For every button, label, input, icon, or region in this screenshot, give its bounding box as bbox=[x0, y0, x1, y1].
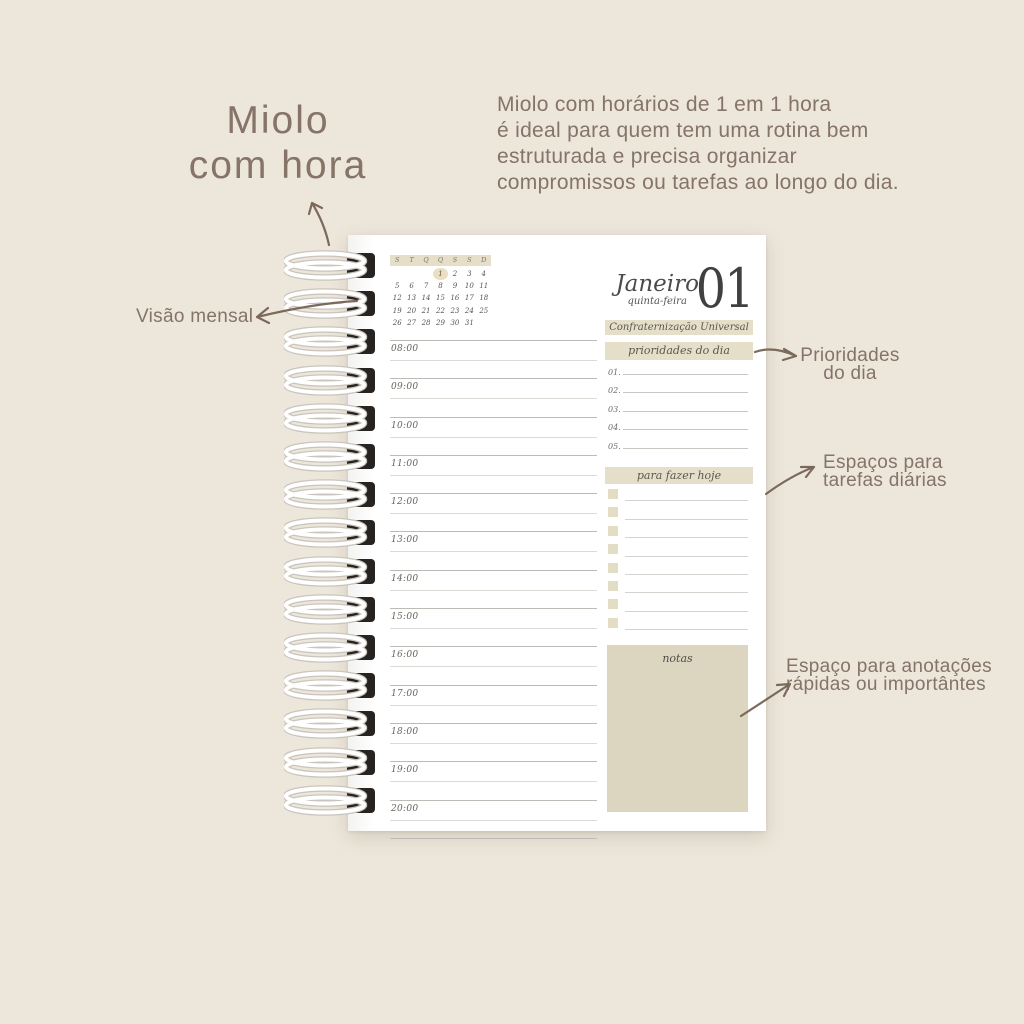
hour-label: 08:00 bbox=[391, 344, 419, 354]
hour-slot bbox=[390, 340, 597, 378]
calendar-day: 22 bbox=[436, 306, 445, 315]
calendar-day: 5 bbox=[394, 282, 400, 291]
arrow-daily-tasks bbox=[766, 467, 814, 494]
hour-midline bbox=[390, 513, 597, 514]
todo-list bbox=[607, 486, 748, 633]
hour-midline bbox=[390, 628, 597, 629]
planner-page bbox=[348, 235, 766, 831]
priorities-list bbox=[607, 360, 748, 453]
calendar-day: 24 bbox=[464, 306, 474, 315]
hour-slot bbox=[390, 493, 597, 531]
todo-row bbox=[607, 486, 748, 504]
hour-slot bbox=[390, 761, 597, 799]
hour-midline bbox=[390, 590, 597, 591]
hero-description-line: compromissos ou tarefas ao longo do dia. bbox=[497, 171, 899, 194]
binding-coil-icon bbox=[284, 440, 378, 473]
notes-box bbox=[607, 645, 748, 812]
calendar-day bbox=[404, 268, 418, 280]
calendar-day: 29 bbox=[436, 318, 445, 327]
calendar-weekday: D bbox=[481, 256, 487, 264]
month-name: Janeiro bbox=[615, 271, 699, 297]
priority-number: 04. bbox=[608, 423, 621, 433]
hour-slot bbox=[390, 608, 597, 646]
todo-checkbox bbox=[608, 599, 618, 609]
binding-coil-icon bbox=[284, 593, 378, 626]
day-number: 01 bbox=[696, 257, 753, 320]
calendar-weekday: T bbox=[409, 256, 414, 264]
annotation-line: rápidas ou importântes bbox=[786, 674, 986, 695]
holiday-banner: Confraternização Universal bbox=[605, 320, 753, 335]
hour-midline bbox=[390, 820, 597, 821]
hour-label: 18:00 bbox=[391, 726, 419, 737]
calendar-day: 6 bbox=[409, 282, 414, 291]
todo-row bbox=[607, 560, 748, 578]
hero-description bbox=[497, 92, 977, 196]
hour-slot bbox=[390, 646, 597, 684]
annotation-line: Espaço para anotações bbox=[786, 656, 992, 677]
annotation-daily-tasks bbox=[823, 454, 947, 490]
notes-title: notas bbox=[662, 652, 693, 665]
calendar-day: 19 bbox=[392, 306, 402, 315]
priority-row bbox=[607, 434, 748, 453]
todo-line bbox=[625, 519, 748, 520]
calendar-day bbox=[419, 268, 433, 280]
todo-row bbox=[607, 523, 748, 541]
hero-title-line2: com hora bbox=[188, 144, 368, 187]
hour-midline bbox=[390, 437, 597, 438]
todo-checkbox bbox=[608, 544, 618, 554]
hour-label: 12:00 bbox=[391, 497, 419, 508]
hour-slot bbox=[390, 378, 597, 416]
hour-label: 15:00 bbox=[391, 612, 419, 623]
annotation-line: do dia bbox=[823, 363, 877, 384]
day-header bbox=[607, 257, 753, 320]
annotation-line: Prioridades bbox=[800, 345, 900, 366]
binding-coil-icon bbox=[284, 669, 378, 702]
todo-row bbox=[607, 578, 748, 596]
todo-checkbox bbox=[608, 563, 618, 573]
hour-schedule bbox=[390, 340, 597, 839]
hour-slot bbox=[390, 723, 597, 761]
annotation-priorities bbox=[798, 347, 902, 383]
hour-label: 20:00 bbox=[391, 803, 419, 814]
annotation-monthly-view: Visão mensal bbox=[136, 306, 254, 327]
todo-checkbox bbox=[608, 526, 618, 536]
hour-slot bbox=[390, 455, 597, 493]
calendar-weekday: Q bbox=[423, 256, 429, 264]
calendar-day: 4 bbox=[481, 270, 487, 278]
hero-description-line: estruturada e precisa organizar bbox=[497, 145, 797, 168]
calendar-day: 14 bbox=[421, 294, 431, 303]
calendar-day bbox=[477, 317, 491, 329]
calendar-weekday: Q bbox=[437, 256, 444, 264]
calendar-day: 11 bbox=[479, 282, 489, 291]
todo-line bbox=[625, 537, 748, 538]
calendar-day: 17 bbox=[464, 294, 474, 303]
todo-checkbox bbox=[608, 581, 618, 591]
todo-checkbox bbox=[608, 618, 618, 628]
priority-row bbox=[607, 416, 748, 435]
calendar-day: 18 bbox=[479, 294, 489, 303]
todo-row bbox=[607, 615, 748, 633]
calendar-day: 1 bbox=[433, 268, 447, 280]
binding-coil-icon bbox=[284, 249, 378, 282]
calendar-day: 7 bbox=[423, 282, 429, 291]
binding-coil-icon bbox=[284, 784, 378, 817]
calendar-weekday: S bbox=[394, 256, 400, 264]
calendar-weekday: S bbox=[467, 256, 472, 264]
calendar-weekday-header bbox=[390, 255, 491, 266]
todo-row bbox=[607, 541, 748, 559]
hour-label: 13:00 bbox=[391, 535, 419, 546]
hour-slot bbox=[390, 531, 597, 569]
hero-description-line: é ideal para quem tem uma rotina bem bbox=[497, 119, 869, 142]
calendar-day: 15 bbox=[436, 294, 445, 303]
priority-number: 03. bbox=[608, 404, 621, 414]
annotation-line: Espaços para bbox=[823, 452, 943, 473]
binding-coil-icon bbox=[284, 516, 378, 549]
calendar-day: 28 bbox=[421, 318, 431, 327]
hero-title-line1: Miolo bbox=[226, 99, 330, 142]
hour-midline bbox=[390, 781, 597, 782]
calendar-day: 30 bbox=[450, 318, 460, 327]
binding-coil-icon bbox=[284, 364, 378, 397]
binding-coil-icon bbox=[284, 631, 378, 664]
binding-coil-icon bbox=[284, 707, 378, 740]
hour-midline bbox=[390, 705, 597, 706]
priority-row bbox=[607, 397, 748, 416]
calendar-day: 21 bbox=[421, 306, 431, 315]
annotation-line: tarefas diárias bbox=[823, 470, 947, 491]
binding-coil-icon bbox=[284, 287, 378, 320]
hour-label: 10:00 bbox=[391, 420, 419, 431]
calendar-day: 20 bbox=[407, 306, 417, 315]
calendar-day: 10 bbox=[464, 282, 474, 291]
calendar-day: 3 bbox=[467, 270, 472, 278]
month-block bbox=[615, 272, 699, 307]
priority-row bbox=[607, 379, 748, 398]
hour-midline bbox=[390, 666, 597, 667]
hour-midline bbox=[390, 360, 597, 361]
todo-line bbox=[625, 500, 748, 501]
calendar-day: 25 bbox=[479, 306, 489, 315]
binding-coil-icon bbox=[284, 478, 378, 511]
todo-title: para fazer hoje bbox=[605, 467, 753, 484]
hour-label: 09:00 bbox=[391, 382, 419, 393]
calendar-day: 16 bbox=[450, 294, 460, 303]
todo-line bbox=[625, 592, 748, 593]
hour-midline bbox=[390, 743, 597, 744]
calendar-day bbox=[390, 268, 404, 280]
todo-line bbox=[625, 556, 748, 557]
calendar-day: 2 bbox=[452, 270, 458, 278]
priority-line bbox=[623, 429, 748, 430]
todo-row bbox=[607, 596, 748, 614]
todo-line bbox=[625, 574, 748, 575]
hour-slot bbox=[390, 570, 597, 608]
hour-midline bbox=[390, 475, 597, 476]
binding-coil-icon bbox=[284, 402, 378, 435]
binding-coil-icon bbox=[284, 555, 378, 588]
binding-coil-icon bbox=[284, 325, 378, 358]
hour-midline bbox=[390, 398, 597, 399]
hour-label: 16:00 bbox=[391, 650, 419, 661]
calendar-day: 23 bbox=[450, 306, 460, 315]
mini-calendar bbox=[390, 255, 491, 329]
hour-slot bbox=[390, 417, 597, 455]
priorities-title: prioridades do dia bbox=[605, 342, 753, 360]
priority-number: 05. bbox=[608, 441, 621, 451]
calendar-grid bbox=[390, 268, 491, 329]
calendar-day: 31 bbox=[464, 318, 474, 327]
calendar-day: 27 bbox=[407, 318, 417, 327]
hero-description-line: Miolo com horários de 1 em 1 hora bbox=[497, 93, 832, 116]
hour-label: 17:00 bbox=[391, 688, 419, 699]
hour-midline bbox=[390, 551, 597, 552]
hour-label: 11:00 bbox=[391, 458, 419, 469]
todo-checkbox bbox=[608, 489, 618, 499]
weekday-name: quinta-feira bbox=[627, 296, 687, 307]
hour-slot bbox=[390, 800, 597, 838]
hour-label: 19:00 bbox=[391, 765, 419, 776]
calendar-day: 13 bbox=[407, 294, 417, 303]
todo-line bbox=[625, 629, 748, 630]
calendar-weekday: S bbox=[452, 256, 458, 264]
calendar-day: 26 bbox=[392, 318, 402, 327]
priority-row bbox=[607, 360, 748, 379]
todo-row bbox=[607, 504, 748, 522]
calendar-day: 8 bbox=[438, 282, 443, 291]
priority-line bbox=[623, 448, 748, 449]
hour-slot bbox=[390, 685, 597, 723]
todo-line bbox=[625, 611, 748, 612]
binding-coil-icon bbox=[284, 746, 378, 779]
priority-number: 01. bbox=[608, 367, 621, 377]
calendar-day: 9 bbox=[452, 282, 458, 291]
todo-checkbox bbox=[608, 507, 618, 517]
arrow-to-title bbox=[309, 203, 329, 245]
priority-line bbox=[623, 411, 748, 412]
priority-line bbox=[623, 374, 748, 375]
priority-number: 02. bbox=[608, 386, 621, 396]
calendar-day: 12 bbox=[392, 294, 402, 303]
hour-label: 14:00 bbox=[391, 573, 419, 584]
hour-end-line bbox=[390, 838, 597, 839]
annotation-notes bbox=[786, 658, 992, 694]
hero-title bbox=[158, 98, 398, 188]
priority-line bbox=[623, 392, 748, 393]
